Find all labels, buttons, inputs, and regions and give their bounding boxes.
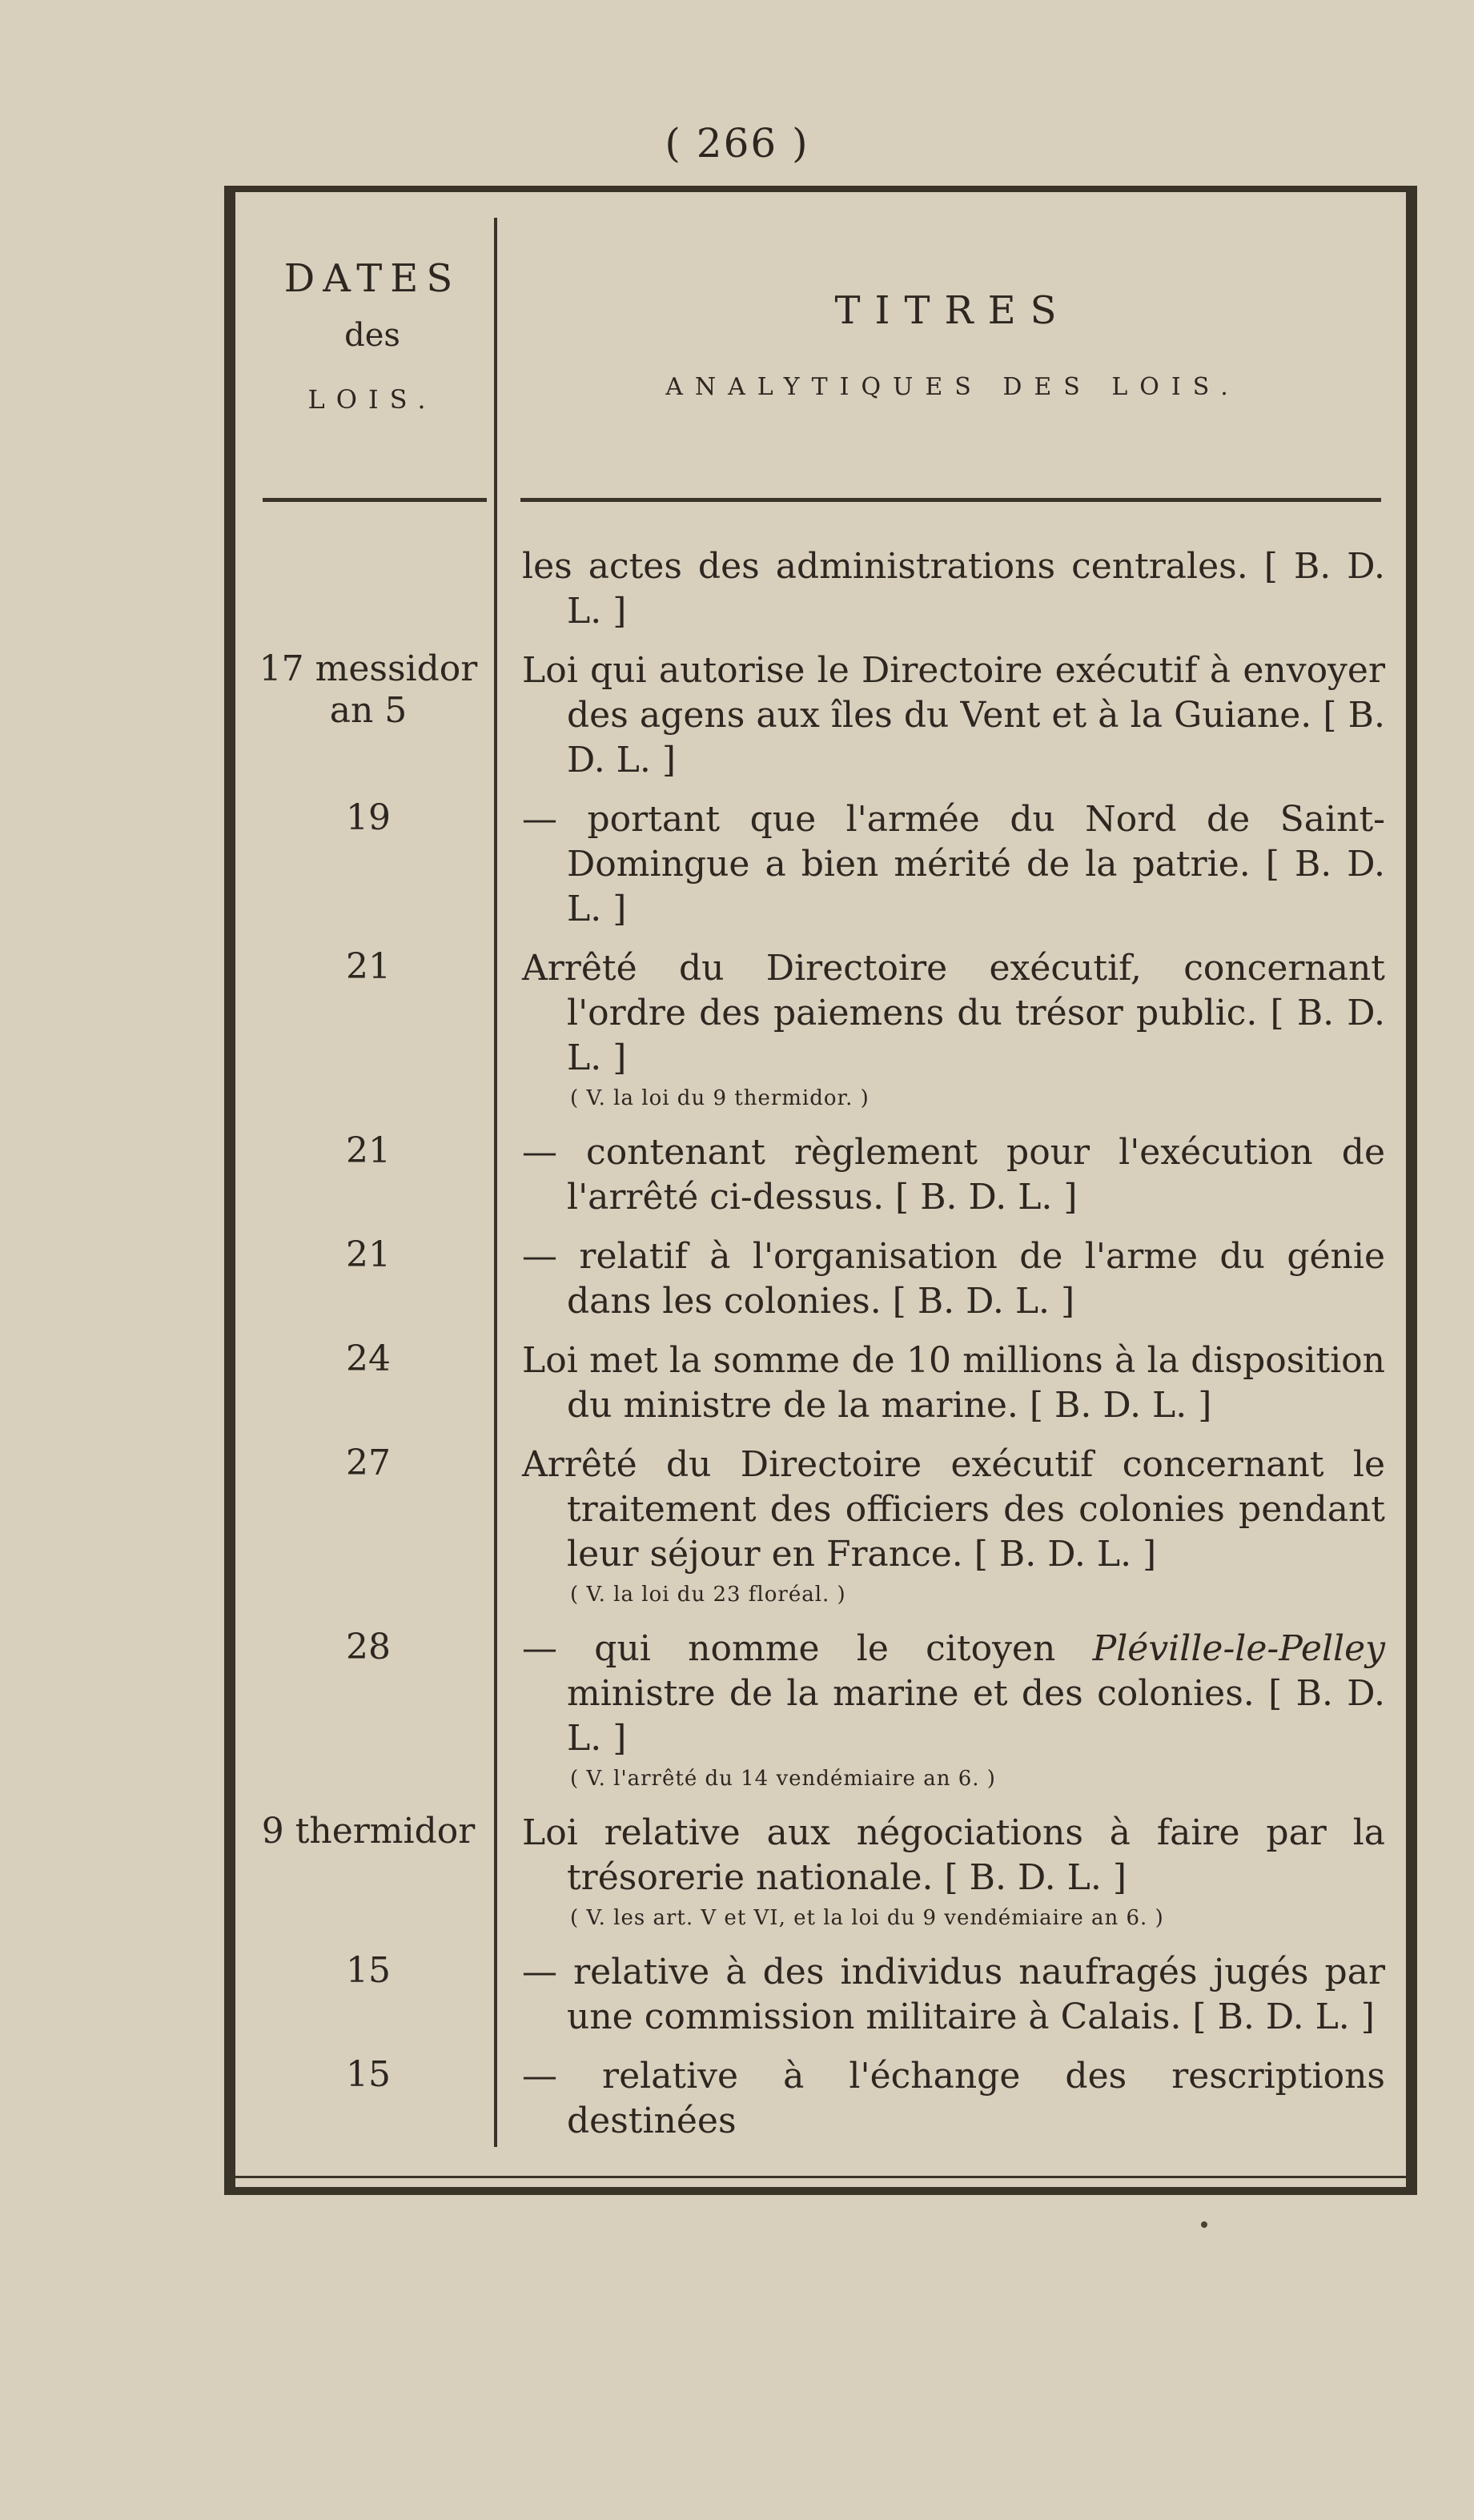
row-title-text-before: — qui nomme le citoyen <box>522 1628 1093 1669</box>
row-title-text: Loi met la somme de 10 millions à la disposition du ministre de la marine. [ B. D. L. ] <box>522 1340 1385 1426</box>
row-date: 19 <box>346 797 391 838</box>
row-title-text: — relative à des individus naufragés jugés par une commission militaire à Calais. [ B. D. L. ] <box>522 1952 1385 2037</box>
row-date: 9 thermidor <box>261 1811 476 1852</box>
row-reference: ( V. la loi du 23 floréal. ) <box>570 1583 846 1607</box>
row-title <box>496 946 1393 1116</box>
row-title-text: Arrêté du Directoire exécutif, concernant l'ordre des paiemens du trésor public. [ B. D. L. ] <box>522 948 1385 1078</box>
table-row <box>240 797 1393 932</box>
row-title <box>496 1443 1393 1612</box>
titles-header-line1: TITRES <box>834 288 1071 333</box>
table-row <box>240 1443 1393 1612</box>
row-title <box>496 648 1393 783</box>
column-header-titles <box>512 288 1393 401</box>
row-date: 24 <box>346 1338 391 1379</box>
row-title <box>496 1811 1393 1936</box>
table-row <box>240 1234 1393 1324</box>
row-title-text: — portant que l'armée du Nord de Saint-Domingue a bien mérité de la patrie. [ B. D. L. ] <box>522 799 1385 929</box>
row-date: 21 <box>346 946 391 987</box>
table-row <box>240 1811 1393 1936</box>
table-row <box>240 544 1393 634</box>
dates-header-line1: DATES <box>283 256 461 301</box>
row-title <box>496 544 1393 634</box>
row-date: 28 <box>346 1627 391 1667</box>
row-reference: ( V. les art. V et VI, et la loi du 9 vendémiaire an 6. ) <box>570 1906 1164 1930</box>
table-row <box>240 1130 1393 1220</box>
table-row <box>240 1627 1393 1796</box>
row-date: 15 <box>346 1950 391 1991</box>
row-title-text: — relative à l'échange des rescriptions destinées <box>522 2056 1385 2141</box>
table-row <box>240 1338 1393 1428</box>
row-title-text: les actes des administrations centrales. [ B. D. L. ] <box>522 546 1385 632</box>
row-date: 21 <box>346 1234 391 1275</box>
row-title <box>496 1950 1393 2040</box>
dates-header-line3: LOIS. <box>307 384 437 415</box>
ink-dot <box>1201 2221 1207 2228</box>
row-title-text: Arrêté du Directoire exécutif concernant le traitement des officiers des colonies pendant leur séjour en France. [ B. D. L. ] <box>522 1444 1385 1575</box>
row-title-text: Loi qui autorise le Directoire exécutif à envoyer des agens aux îles du Vent et à la Guiane. [ B. D. L. ] <box>522 650 1385 780</box>
header-rule-right <box>520 498 1381 502</box>
table-body <box>240 544 1393 2158</box>
row-date: 15 <box>346 2054 391 2095</box>
row-title <box>496 1234 1393 1324</box>
row-title-text: — relatif à l'organisation de l'arme du génie dans les colonies. [ B. D. L. ] <box>522 1236 1385 1322</box>
row-title-text: Loi relative aux négociations à faire par la trésorerie nationale. [ B. D. L. ] <box>522 1812 1385 1898</box>
row-title <box>496 1130 1393 1220</box>
row-reference: ( V. l'arrêté du 14 vendémiaire an 6. ) <box>570 1767 996 1791</box>
header-rule-left <box>263 498 487 502</box>
row-title-text: — contenant règlement pour l'exécution de l'arrêté ci-dessus. [ B. D. L. ] <box>522 1132 1385 1218</box>
page-number: ( 266 ) <box>665 120 809 167</box>
row-date: 21 <box>346 1130 391 1171</box>
row-date: 27 <box>346 1443 391 1483</box>
row-title <box>496 797 1393 932</box>
table-row <box>240 2054 1393 2144</box>
column-header-dates <box>256 256 488 415</box>
table-row <box>240 946 1393 1116</box>
titles-header-line2: ANALYTIQUES DES LOIS. <box>665 373 1240 401</box>
table-row <box>240 648 1393 783</box>
row-title-text-after: ministre de la marine et des colonies. [ B. D. L. ] <box>567 1673 1385 1759</box>
row-title <box>496 1627 1393 1796</box>
row-date: 17 messidor an 5 <box>259 648 478 731</box>
dates-header-line2: des <box>344 317 400 354</box>
row-title-name: Pléville-le-Pelley <box>1092 1628 1385 1669</box>
row-title <box>496 1338 1393 1428</box>
row-reference: ( V. la loi du 9 thermidor. ) <box>570 1086 870 1110</box>
table-row <box>240 1950 1393 2040</box>
row-title <box>496 2054 1393 2144</box>
table-frame-inner-rule <box>224 2176 1417 2178</box>
